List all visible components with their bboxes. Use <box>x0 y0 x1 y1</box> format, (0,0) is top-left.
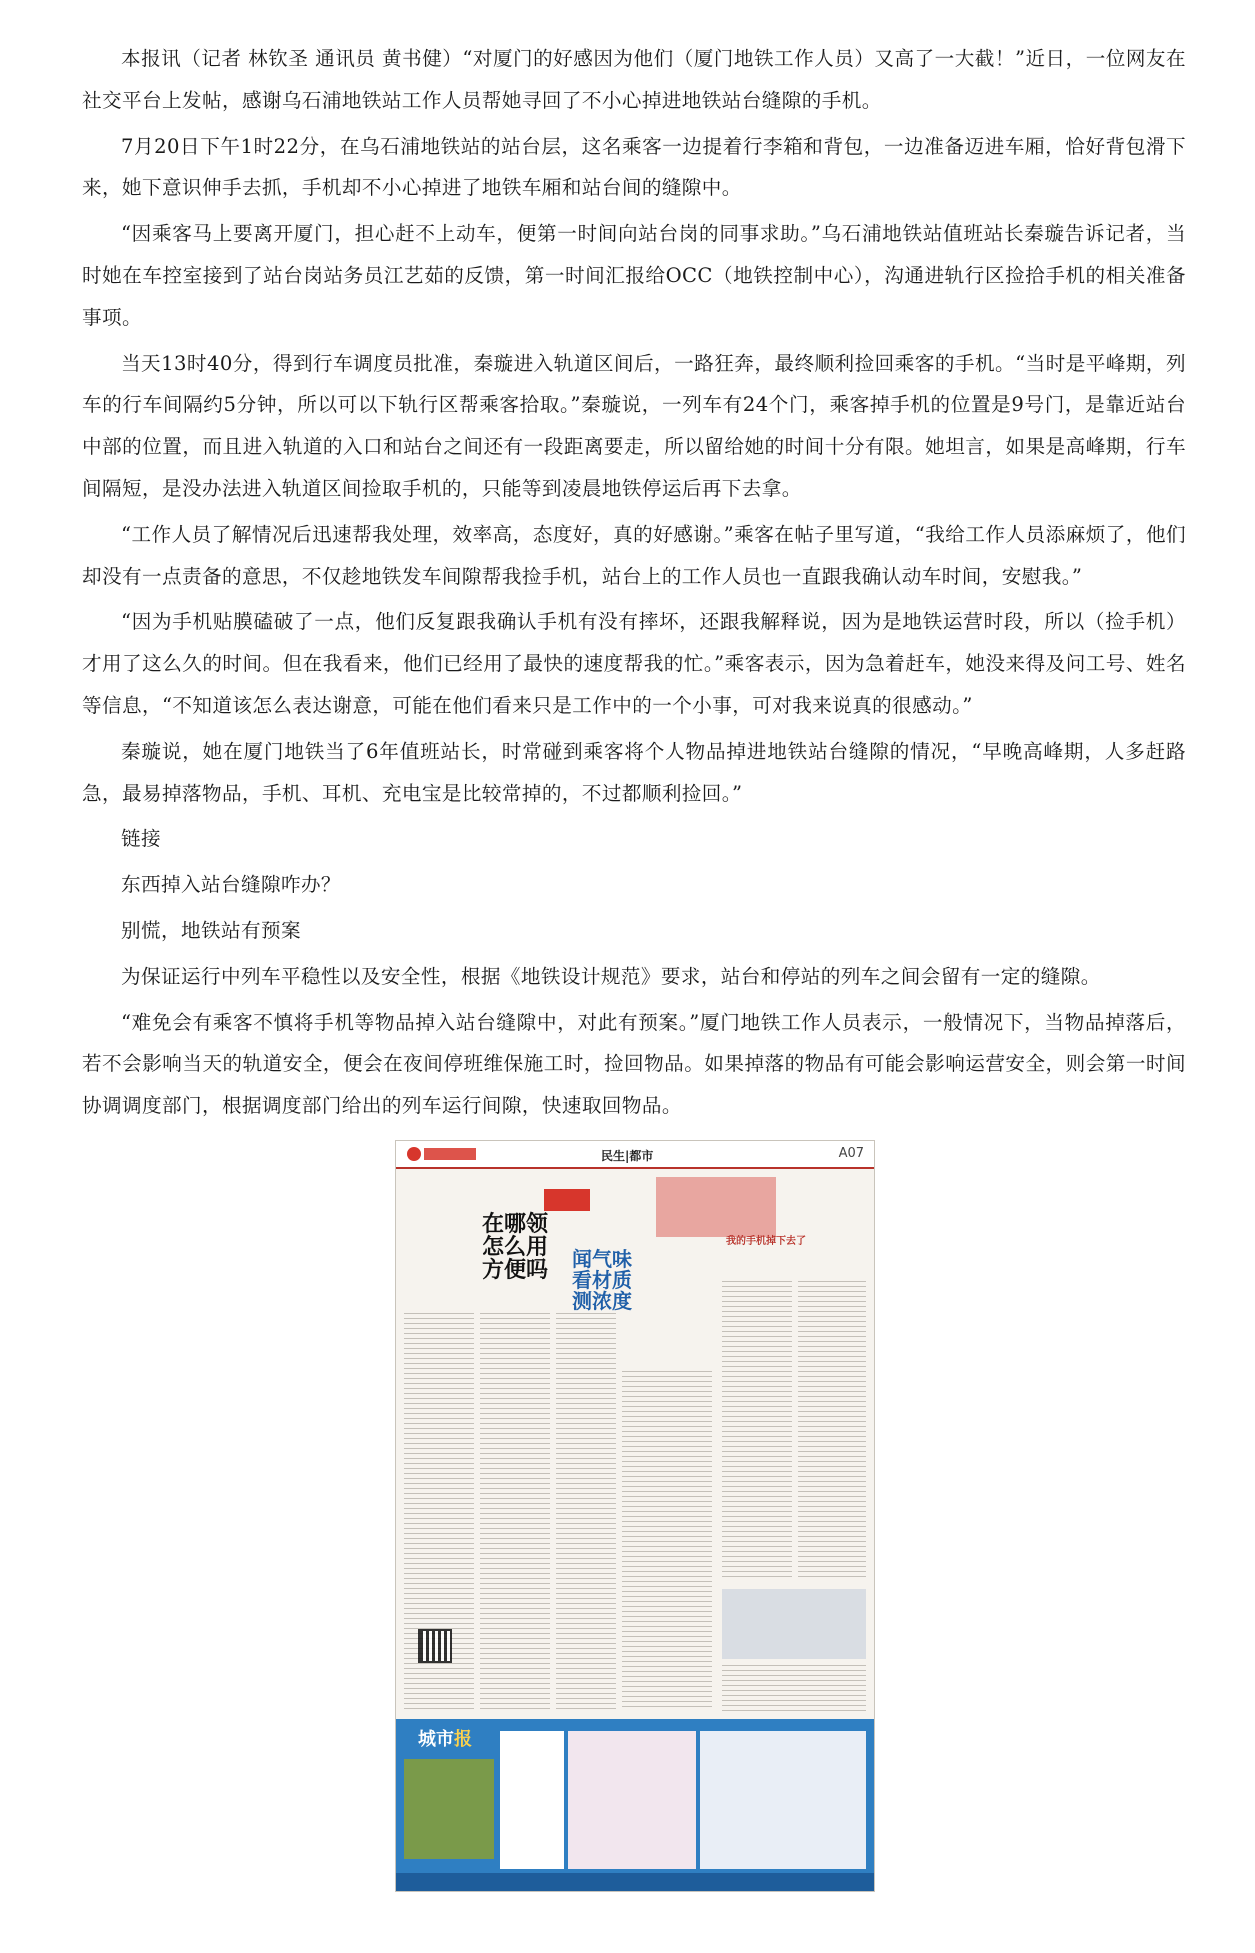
section-subheading: 别慌，地铁站有预案 <box>121 918 301 942</box>
bottom-title-part: 城市 <box>418 1729 454 1750</box>
newspaper-ad-photo <box>404 1759 494 1859</box>
newspaper-ad-panel <box>700 1731 866 1869</box>
newspaper-ad-panel <box>500 1731 564 1869</box>
paragraph: “因乘客马上要离开厦门，担心赶不上动车，便第一时间向站台岗的同事求助。”乌石浦地铁站值班站长秦璇告诉记者，当时她在车控室接到了站台岗站务员江艺茹的反馈，第一时间汇报给OCC（地铁控制中心），沟通进轨行区捡拾手机的相关准备事项。 <box>82 222 1186 329</box>
bottom-title-part: 报 <box>454 1729 472 1750</box>
paragraph: 当天13时40分，得到行车调度员批准，秦璇进入轨道区间后，一路狂奔，最终顺利捡回乘客的手机。“当时是平峰期，列车的行车间隔约5分钟，所以可以下轨行区帮乘客拾取。”秦璇说，一列车有24个门，乘客掉手机的位置是9号门，是靠近站台中部的位置，而且进入轨道的入口和站台之间还有一段距离要走，所以留给她的时间十分有限。她坦言，如果是高峰期，行车间隔短，是没办法进入轨道区间捡取手机的，只能等到凌晨地铁停运后再下去拿。 <box>82 351 1186 500</box>
section-label: 链接 <box>121 827 161 851</box>
newspaper-text-column <box>798 1281 866 1581</box>
paragraph: “因为手机贴膜磕破了一点，他们反复跟我确认手机有没有摔坏，还跟我解释说，因为是地铁运营时段，所以（捡手机）才用了这么久的时间。但在我看来，他们已经用了最快的速度帮我的忙。”乘客表示，因为急着赶车，她没来得及问工号、姓名等信息，“不知道该怎么表达谢意，可能在他们看来只是工作中的一个小事，可对我来说真的很感动。” <box>82 610 1186 717</box>
newspaper-page-number: A07 <box>838 1146 864 1161</box>
paragraph: “工作人员了解情况后迅速帮我处理，效率高，态度好，真的好感谢。”乘客在帖子里写道，“我给工作人员添麻烦了，他们却没有一点责备的意思，不仅趁地铁发车间隙帮我捡手机，站台上的工作人员也一直跟我确认动车时间，安慰我。” <box>82 522 1186 588</box>
newspaper-illustration <box>656 1177 776 1237</box>
newspaper-footer-strip <box>396 1873 874 1891</box>
newspaper-section: 民生|都市 <box>601 1149 654 1163</box>
newspaper-bottom-title <box>418 1731 472 1750</box>
section-heading: 东西掉入站台缝隙咋办？ <box>121 873 341 897</box>
newspaper-ad-panel <box>568 1731 696 1869</box>
newspaper-text-column <box>556 1313 616 1713</box>
newspaper-text-column <box>622 1371 712 1711</box>
newspaper-masthead <box>396 1141 874 1169</box>
newspaper-text-column <box>480 1313 550 1713</box>
newspaper-headline-right: 我的手机掉下去了 <box>726 1236 806 1247</box>
newspaper-text-column <box>722 1281 792 1581</box>
paragraph: 本报讯（记者 林钦圣 通讯员 黄书健）“对厦门的好感因为他们（厦门地铁工作人员）又高了一大截！”近日，一位网友在社交平台上发帖，感谢乌石浦地铁站工作人员帮她寻回了不小心掉进地铁站台缝隙的手机。 <box>82 47 1186 112</box>
article-body <box>82 38 1186 1131</box>
newspaper-badge <box>544 1189 590 1211</box>
newspaper-page-image <box>395 1140 875 1892</box>
qr-code-icon <box>418 1629 452 1663</box>
paragraph: “难免会有乘客不慎将手机等物品掉入站台缝隙中，对此有预案。”厦门地铁工作人员表示，一般情况下，当物品掉落后，若不会影响当天的轨道安全，便会在夜间停班维保施工时，捡回物品。如果掉落的物品有可能会影响运营安全，则会第一时间协调调度部门，根据调度部门给出的列车运行间隙，快速取回物品。 <box>82 1010 1186 1118</box>
newspaper-headline-left: 在哪领 怎么用 方便吗 <box>482 1212 549 1284</box>
newspaper-headline-mid: 闻气味 看材质 测浓度 <box>572 1247 632 1313</box>
paragraph: 7月20日下午1时22分，在乌石浦地铁站的站台层，这名乘客一边提着行李箱和背包，一边准备迈进车厢，恰好背包滑下来，她下意识伸手去抓，手机却不小心掉进了地铁车厢和站台间的缝隙中。 <box>82 134 1186 200</box>
newspaper-logo <box>406 1145 480 1163</box>
paragraph: 为保证运行中列车平稳性以及安全性，根据《地铁设计规范》要求，站台和停站的列车之间会留有一定的缝隙。 <box>121 964 1101 988</box>
paragraph: 秦璇说，她在厦门地铁当了6年值班站长，时常碰到乘客将个人物品掉进地铁站台缝隙的情况，“早晚高峰期，人多赶路急，最易掉落物品，手机、耳机、充电宝是比较常掉的，不过都顺利捡回。” <box>82 739 1186 805</box>
newspaper-text-column <box>722 1665 866 1715</box>
newspaper-illustration-train <box>722 1589 866 1659</box>
